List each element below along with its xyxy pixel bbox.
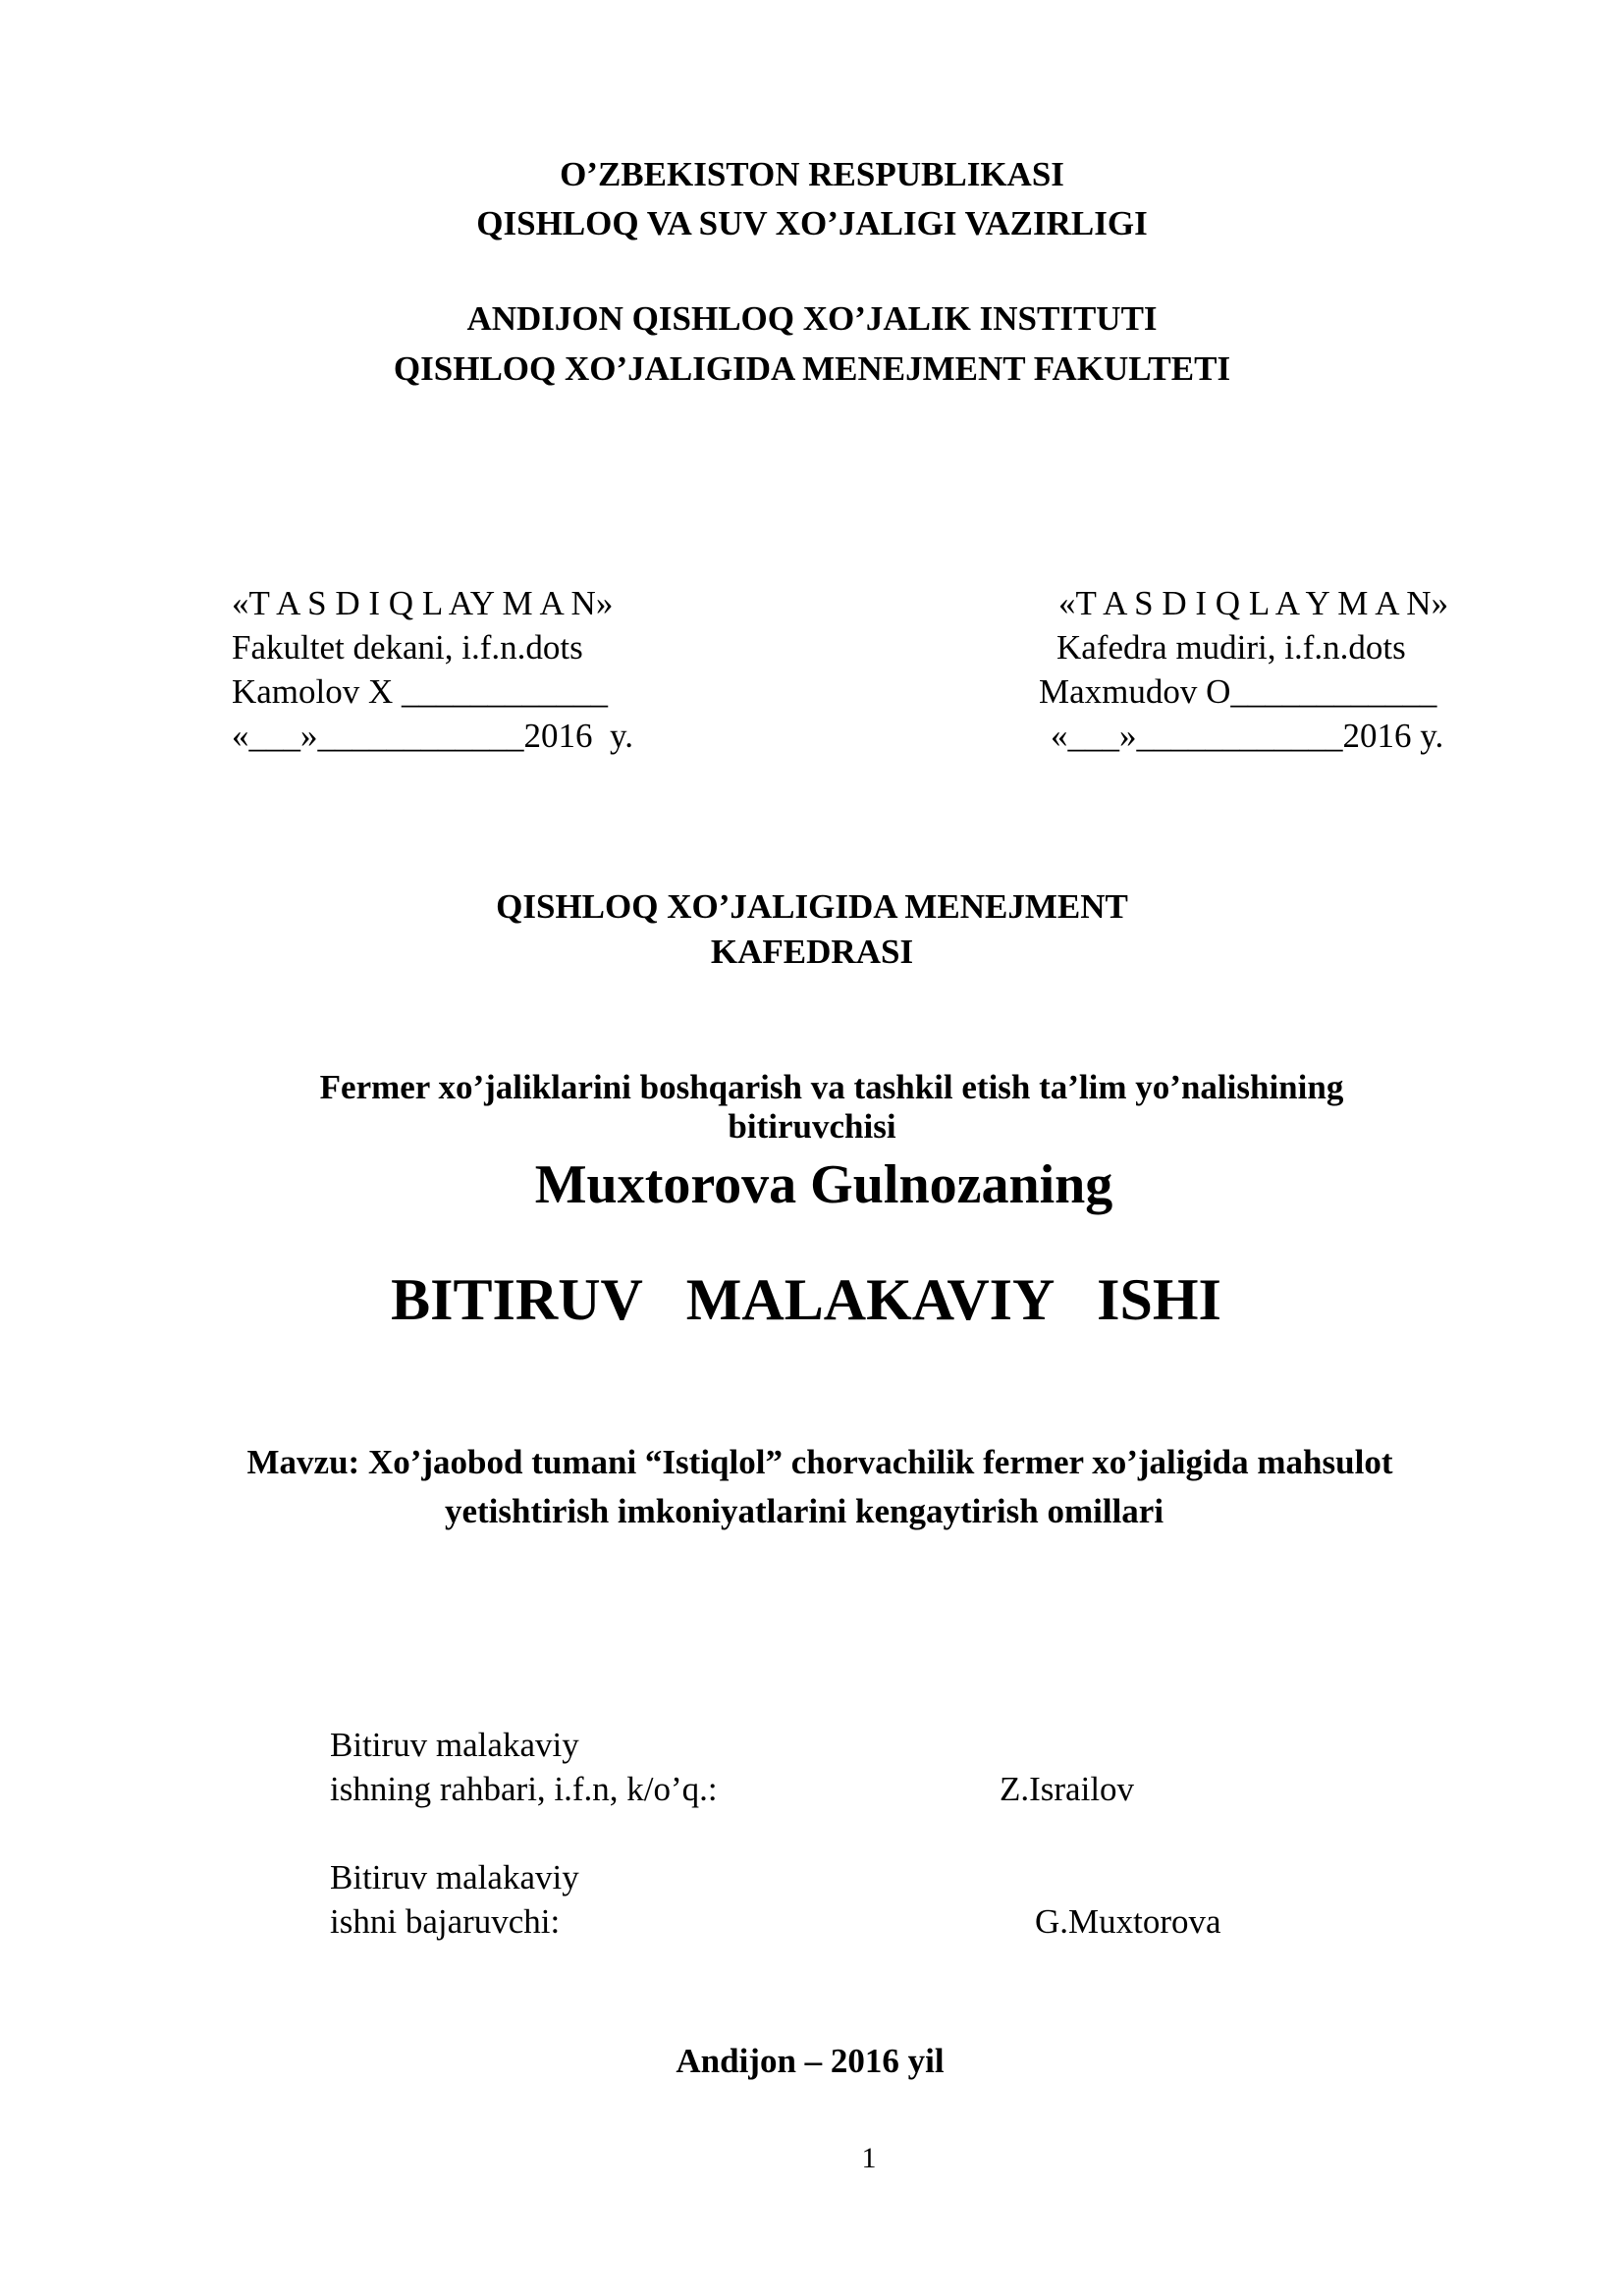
approval-right-name: Maxmudov O____________ [1039,672,1437,711]
program-line1: Fermer xo’jaliklarini boshqarish va tashkil etish ta’lim yo’nalishining [319,1068,1344,1106]
program-line2: bitiruvchisi [728,1107,896,1146]
student-name: Muxtorova Gulnozaning [534,1154,1113,1215]
ministry-name: QISHLOQ VA SUV XO’JALIGI VAZIRLIGI [476,204,1148,242]
author-label1: Bitiruv malakaviy [330,1858,579,1896]
page-number: 1 [861,2142,877,2174]
work-title: BITIRUV MALAKAVIY ISHI [391,1267,1221,1332]
department-line2: KAFEDRASI [710,933,914,971]
supervisor-label2: ishning rahbari, i.f.n, k/o’q.: [330,1770,718,1808]
theme-line1: Mavzu: Xo’jaobod tumani “Istiqlol” chorvachilik fermer xo’jaligida mahsulot [246,1443,1393,1481]
approval-left-date: «___»____________2016 y. [232,717,633,755]
author-name: G.Muxtorova [1035,1902,1221,1941]
author-label2: ishni bajaruvchi: [330,1902,561,1941]
department-line1: QISHLOQ XO’JALIGIDA MENEJMENT [496,887,1128,926]
approval-right-title: «T A S D I Q L A Y M A N» [1058,584,1449,622]
city-year: Andijon – 2016 yil [676,2042,945,2080]
approval-left-position: Fakultet dekani, i.f.n.dots [232,628,583,667]
approval-right-date: «___»____________2016 y. [1051,717,1444,755]
supervisor-label1: Bitiruv malakaviy [330,1726,579,1764]
institute-name: ANDIJON QISHLOQ XO’JALIK INSTITUTI [466,299,1158,338]
theme-line2: yetishtirish imkoniyatlarini kengaytirish omillari [444,1492,1164,1530]
approval-left-title: «T A S D I Q L AY M A N» [232,584,614,622]
approval-right [1039,581,1448,758]
ministry-country: O’ZBEKISTON RESPUBLIKASI [560,155,1064,193]
supervisor-name: Z.Israilov [1000,1770,1135,1808]
approval-left-name: Kamolov X ____________ [232,672,609,711]
approval-left [232,581,633,758]
approval-right-position: Kafedra mudiri, i.f.n.dots [1056,628,1406,667]
faculty-name: QISHLOQ XO’JALIGIDA MENEJMENT FAKULTETI [393,349,1231,388]
